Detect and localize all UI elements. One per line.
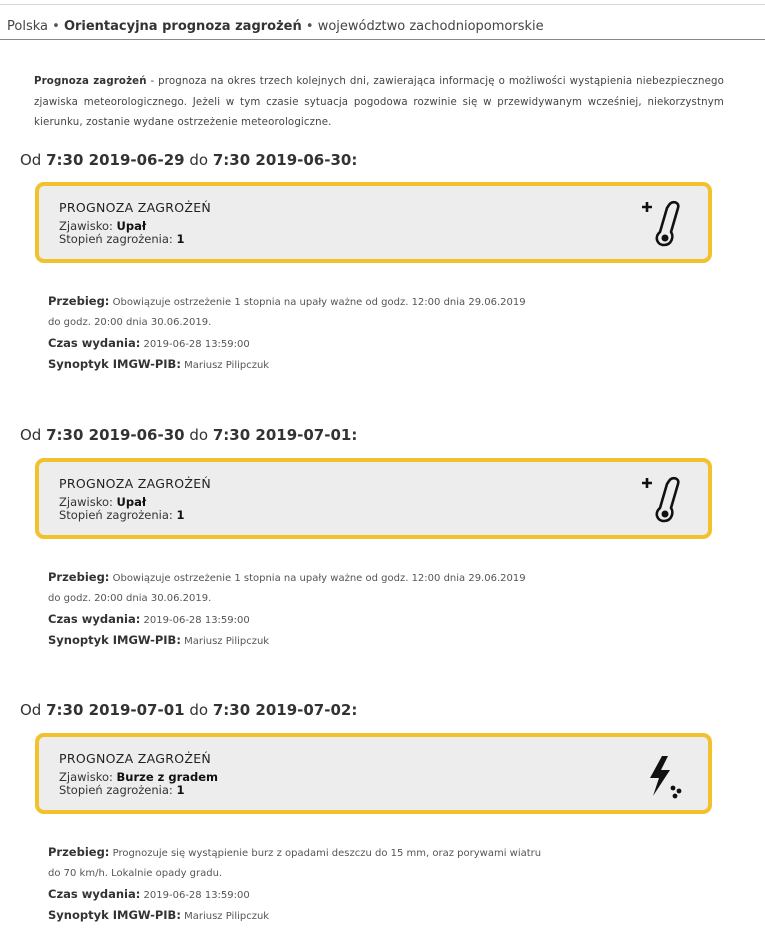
do-label: do [189,701,209,719]
przebieg-text: Obowiązuje ostrzeżenie 1 stopnia na upały ważne od godz. 12:00 dnia 29.06.2019 [112,297,526,308]
do-label: do [189,426,209,444]
przebieg-row-cont [48,588,688,609]
card-heading: PROGNOZA ZAGROŻEŃ [59,751,212,766]
przebieg-text: do godz. 20:00 dnia 30.06.2019. [48,317,212,328]
przebieg-row [48,842,688,863]
czas-row [48,333,688,354]
czas-label: Czas wydania: [48,887,141,901]
period-to: 7:30 2019-07-01: [212,426,358,444]
breadcrumb-country[interactable]: Polska [7,19,48,34]
przebieg-label: Przebieg: [48,845,110,859]
period-to: 7:30 2019-07-02: [212,701,358,719]
przebieg-text: do 70 km/h. Lokalnie opady gradu. [48,868,223,879]
phenomenon-value: Upał [116,219,147,233]
czas-row [48,609,688,630]
period-title [20,426,357,444]
phenomenon-label: Zjawisko: [59,495,113,509]
breadcrumb-underline [0,39,765,40]
przebieg-text: Obowiązuje ostrzeżenie 1 stopnia na upały ważne od godz. 12:00 dnia 29.06.2019 [112,573,526,584]
przebieg-row [48,291,688,312]
synoptyk-row [48,354,688,375]
synoptyk-label: Synoptyk IMGW-PIB: [48,908,181,922]
period-title [20,151,357,169]
level-line [59,784,184,796]
heat-thermometer-icon [640,475,686,525]
czas-value: 2019-06-28 13:59:00 [143,339,250,350]
synoptyk-row [48,905,688,926]
od-label: Od [20,426,42,444]
przebieg-row [48,567,688,588]
od-label: Od [20,151,42,169]
period-from: 7:30 2019-07-01 [46,701,185,719]
od-label: Od [20,701,42,719]
synoptyk-label: Synoptyk IMGW-PIB: [48,633,181,647]
heat-thermometer-icon [640,199,686,249]
details-block [48,291,688,375]
card-heading: PROGNOZA ZAGROŻEŃ [59,200,212,215]
intro-term: Prognoza zagrożeń [34,76,147,87]
level-value: 1 [176,508,185,522]
phenomenon-label: Zjawisko: [59,770,113,784]
synoptyk-row [48,630,688,651]
level-label: Stopień zagrożenia: [59,783,173,797]
phenomenon-line [59,496,146,508]
thunderstorm-hail-icon [640,750,686,800]
phenomenon-line [59,771,218,783]
period-from: 7:30 2019-06-29 [46,151,185,169]
period-to: 7:30 2019-06-30: [212,151,358,169]
czas-value: 2019-06-28 13:59:00 [143,615,250,626]
synoptyk-value: Mariusz Pilipczuk [184,636,270,647]
synoptyk-value: Mariusz Pilipczuk [184,911,270,922]
synoptyk-value: Mariusz Pilipczuk [184,360,270,371]
czas-label: Czas wydania: [48,612,141,626]
period-from: 7:30 2019-06-30 [46,426,185,444]
intro-text: - prognoza na okres trzech kolejnych dni, zawierająca informację o możliwości wystąpienia niebezpiecznego zjawiska meteorologicznego. Jeżeli w tym czasie sytuacja pogodowa rozwinie się w przewidywanym wcześniej, niekorzystnym kierunku, zostanie wydane ostrzeżenie meteorologiczne. [34,76,724,128]
level-value: 1 [176,783,185,797]
do-label: do [189,151,209,169]
phenomenon-value: Upał [116,495,147,509]
forecast-card [35,182,712,263]
level-value: 1 [176,232,185,246]
synoptyk-label: Synoptyk IMGW-PIB: [48,357,181,371]
breadcrumb-page: Orientacyjna prognoza zagrożeń [63,19,302,34]
przebieg-row-cont [48,312,688,333]
card-heading: PROGNOZA ZAGROŻEŃ [59,476,212,491]
details-block [48,842,688,926]
przebieg-text: Prognozuje się wystąpienie burz z opadami deszczu do 15 mm, oraz porywami wiatru [112,848,542,859]
level-line [59,509,184,521]
czas-label: Czas wydania: [48,336,141,350]
level-line [59,233,184,245]
phenomenon-value: Burze z gradem [116,770,219,784]
details-block [48,567,688,651]
top-divider [0,4,765,5]
breadcrumb-separator: • [52,19,60,34]
przebieg-text: do godz. 20:00 dnia 30.06.2019. [48,593,212,604]
forecast-card [35,733,712,814]
level-label: Stopień zagrożenia: [59,232,173,246]
phenomenon-label: Zjawisko: [59,219,113,233]
breadcrumb [7,19,544,34]
level-label: Stopień zagrożenia: [59,508,173,522]
przebieg-row-cont [48,863,688,884]
period-title [20,701,357,719]
breadcrumb-region: województwo zachodniopomorskie [317,19,544,34]
breadcrumb-separator: • [305,19,314,34]
czas-row [48,884,688,905]
forecast-card [35,458,712,539]
czas-value: 2019-06-28 13:59:00 [143,890,250,901]
przebieg-label: Przebieg: [48,294,110,308]
przebieg-label: Przebieg: [48,570,110,584]
intro-paragraph [34,72,724,134]
phenomenon-line [59,220,146,232]
